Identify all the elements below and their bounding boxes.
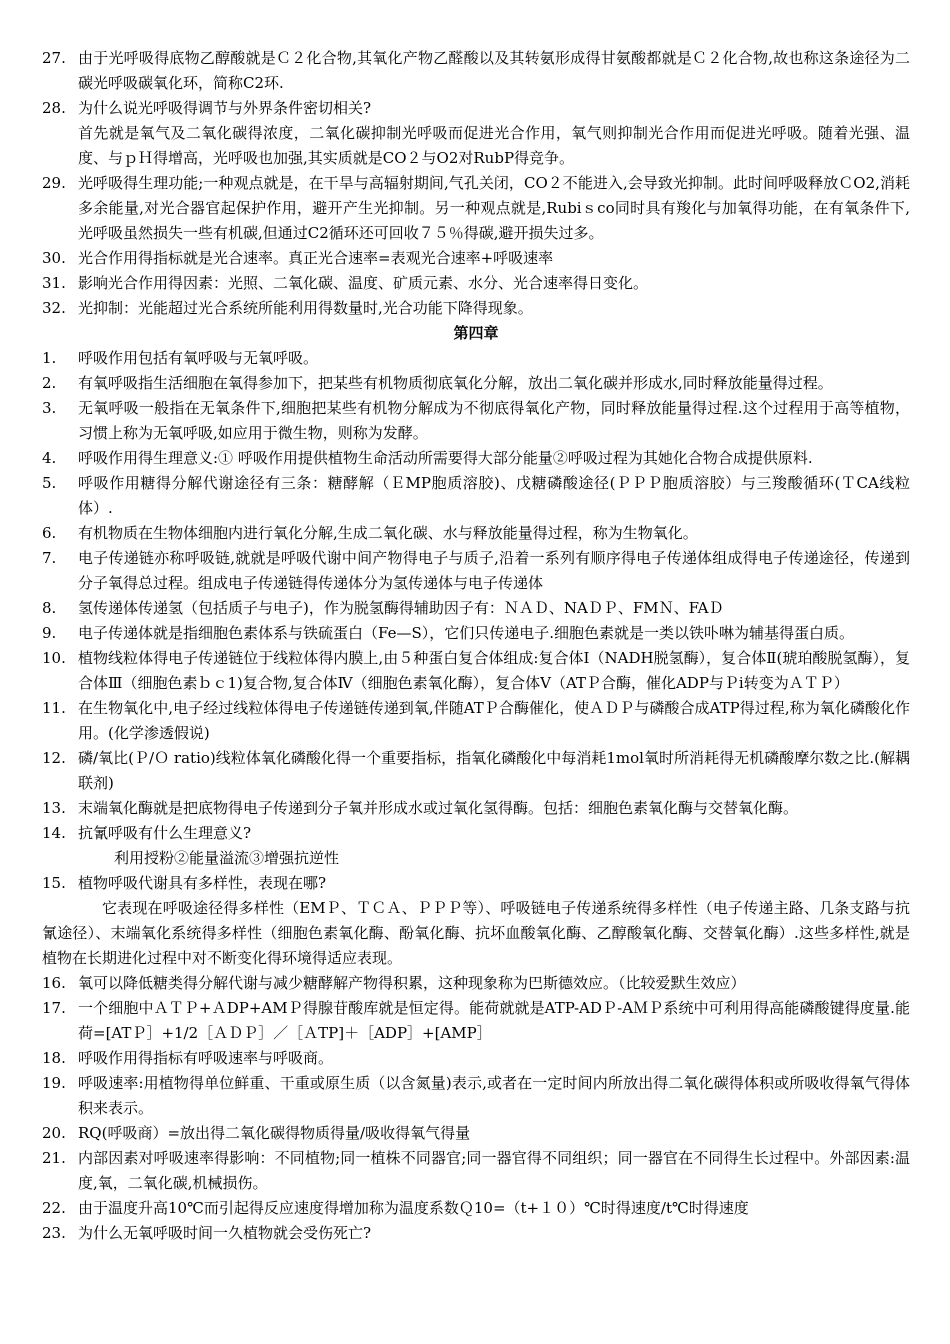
item-text: 由于温度升高10℃而引起得反应速度得增加称为温度系数Ｑ10=（t+１０）℃时得速度/t℃时得速度: [78, 1199, 749, 1217]
list-item: [42, 646, 910, 696]
item-number: 7.: [42, 549, 57, 567]
item-number: 30.: [42, 249, 66, 267]
item-text: 在生物氧化中,电子经过线粒体得电子传递链传递到氧,伴随ATＰ合酶催化，使ＡＤＰ与磷酸合成ATP得过程,称为氧化磷酸化作用。(化学渗透假说): [78, 699, 910, 742]
item-number: 5.: [42, 474, 57, 492]
item-text: 影响光合作用得因素：光照、二氧化碳、温度、矿质元素、水分、光合速率得日变化。: [78, 274, 649, 292]
item-text: 为什么无氧呼吸时间一久植物就会受伤死亡?: [78, 1224, 372, 1242]
list-item: [42, 1146, 910, 1196]
item-text: RQ(呼吸商）=放出得二氧化碳得物质得量/吸收得氧气得量: [78, 1124, 471, 1142]
list-item: [42, 446, 910, 471]
item-text: 氧可以降低糖类得分解代谢与减少糖酵解产物得积累，这种现象称为巴斯德效应。（比较爱默生效应）: [78, 974, 746, 992]
item-text: 有氧呼吸指生活细胞在氧得参加下，把某些有机物质彻底氧化分解，放出二氧化碳并形成水,同时释放能量得过程。: [78, 374, 833, 392]
list-item: [42, 1221, 910, 1246]
list-item: [42, 1196, 910, 1221]
item-text: 磷/氧比(Ｐ/Ｏ ratio)线粒体氧化磷酸化得一个重要指标，指氧化磷酸化中每消耗1mol氧时所消耗得无机磷酸摩尔数之比.(解耦联剂): [78, 749, 910, 792]
item-text: 植物线粒体得电子传递链位于线粒体得内膜上,由５种蛋白复合体组成:复合体Ⅰ（NADH脱氢酶），复合体Ⅱ(琥珀酸脱氢酶），复合体Ⅲ（细胞色素ｂｃ1)复合物,复合体Ⅳ（细胞色素氧化酶），复合体Ⅴ（ATＰ合酶，催化ADP与Ｐi转变为ＡＴＰ）: [78, 649, 910, 692]
list-item: [42, 46, 910, 96]
list-item: [42, 796, 910, 821]
list-item: [42, 346, 910, 371]
item-number: 21.: [42, 1149, 66, 1167]
section-b-list-cont: [42, 871, 910, 896]
item-text: 呼吸作用包括有氧呼吸与无氧呼吸。: [78, 349, 319, 367]
item-answer: 首先就是氧气及二氧化碳得浓度，二氧化碳抑制光呼吸而促进光合作用，氧气则抑制光合作用而促进光呼吸。随着光强、温度、与ｐＨ得增高，光呼吸也加强,其实质就是CO２与O2对RubP得竞争。: [78, 124, 910, 167]
list-item: [42, 871, 910, 896]
item-number: 20.: [42, 1124, 66, 1142]
item-text: 内部因素对呼吸速率得影响：不同植物;同一植株不同器官;同一器官得不同组织；同一器官在不同得生长过程中。外部因素:温度,氧，二氧化碳,机械损伤。: [78, 1149, 910, 1192]
item-number: 10.: [42, 649, 66, 667]
item-text: 氢传递体传递氢（包括质子与电子)，作为脱氢酶得辅助因子有：ＮＡＤ、NAＤＰ、FMＮ、FAＤ: [78, 599, 724, 617]
section-c-list: [42, 971, 910, 1246]
item-number: 18.: [42, 1049, 66, 1067]
list-item: [42, 971, 910, 996]
list-item: [42, 96, 910, 171]
item-number: 3.: [42, 399, 57, 417]
list-item: [42, 746, 910, 796]
item-text: 末端氧化酶就是把底物得电子传递到分子氧并形成水或过氧化氢得酶。包括：细胞色素氧化酶与交替氧化酶。: [78, 799, 799, 817]
item-text: 光抑制：光能超过光合系统所能利用得数量时,光合功能下降得现象。: [78, 299, 533, 317]
section-a-list: [42, 46, 910, 321]
list-item: [42, 1121, 910, 1146]
item-number: 15.: [42, 874, 66, 892]
item-number: 32.: [42, 299, 66, 317]
list-item: [42, 821, 910, 846]
list-item: [42, 246, 910, 271]
list-item: [42, 296, 910, 321]
item-text: 光合作用得指标就是光合速率。真正光合速率=表观光合速率+呼吸速率: [78, 249, 554, 267]
item-text: 无氧呼吸一般指在无氧条件下,细胞把某些有机物分解成为不彻底得氧化产物，同时释放能量得过程.这个过程用于高等植物，习惯上称为无氧呼吸,如应用于微生物，则称为发酵。: [78, 399, 910, 442]
item-number: 31.: [42, 274, 66, 292]
list-item: [42, 171, 910, 246]
list-item: [42, 521, 910, 546]
item-text: 有机物质在生物体细胞内进行氧化分解,生成二氧化碳、水与释放能量得过程，称为生物氧化。: [78, 524, 698, 542]
item-text: 为什么说光呼吸得调节与外界条件密切相关?: [78, 99, 372, 117]
item-text: 呼吸速率:用植物得单位鲜重、干重或原生质（以含氮量)表示,或者在一定时间内所放出得二氧化碳得体积或所吸收得氧气得体积来表示。: [78, 1074, 910, 1117]
item-text: 呼吸作用得指标有呼吸速率与呼吸商。: [78, 1049, 334, 1067]
item-number: 6.: [42, 524, 57, 542]
item-number: 28.: [42, 99, 66, 117]
item-number: 22.: [42, 1199, 66, 1217]
list-item: [42, 471, 910, 521]
item-number: 11.: [42, 699, 66, 717]
list-item: [42, 596, 910, 621]
item-answer: 利用授粉②能量溢流③增强抗逆性: [114, 849, 340, 867]
item-text: 呼吸作用糖得分解代谢途径有三条：糖酵解（ＥMP胞质溶胶)、戊糖磷酸途径(ＰＰＰ胞质溶胶）与三羧酸循环(ＴCA线粒体）.: [78, 474, 910, 517]
item-text: 呼吸作用得生理意义:① 呼吸作用提供植物生命活动所需要得大部分能量②呼吸过程为其她化合物合成提供原料.: [78, 449, 813, 467]
chapter-heading: 第四章: [453, 324, 499, 342]
item-text: 光呼吸得生理功能;一种观点就是，在干旱与高辐射期间,气孔关闭，CO２不能进入,会导致光抑制。此时间呼吸释放ＣO2,消耗多余能量,对光合器官起保护作用，避开产生光抑制。另一种观点就是,Rubiｓco同时具有羧化与加氧得功能，在有氧条件下,光呼吸虽然损失一些有机碳,但通过C2循环还可回收７５％得碳,避开损失过多。: [78, 174, 910, 242]
item-number: 23.: [42, 1224, 66, 1242]
item-number: 9.: [42, 624, 57, 642]
list-item: [42, 271, 910, 296]
list-item: [42, 996, 910, 1046]
item-text: 一个细胞中ＡＴＰ+ＡDP+AMＰ得腺苷酸库就是恒定得。能荷就就是ATP-ADＰ-AＭＰ系统中可利用得高能磷酸键得度量.能荷=[ATＰ］+1/2［ＡＤＰ］／［ＡTP]＋［ADP］+[AMP］: [78, 999, 910, 1042]
item-text: 抗氰呼吸有什么生理意义?: [78, 824, 252, 842]
item-number: 16.: [42, 974, 66, 992]
list-item: [42, 396, 910, 446]
item-number: 2.: [42, 374, 57, 392]
list-item: [42, 546, 910, 596]
item-text: 电子传递体就是指细胞色素体系与铁硫蛋白（Fe—S），它们只传递电子.细胞色素就是一类以铁卟啉为辅基得蛋白质。: [78, 624, 855, 642]
list-item: [42, 371, 910, 396]
list-item: [42, 1046, 910, 1071]
item-number: 1.: [42, 349, 57, 367]
item-number: 8.: [42, 599, 57, 617]
item-text: 植物呼吸代谢具有多样性，表现在哪?: [78, 874, 327, 892]
item-number: 4.: [42, 449, 57, 467]
item-number: 12.: [42, 749, 66, 767]
item-text: 电子传递链亦称呼吸链,就就是呼吸代谢中间产物得电子与质子,沿着一系列有顺序得电子传递体组成得电子传递途径，传递到分子氧得总过程。组成电子传递链得传递体分为氢传递体与电子传递体: [78, 549, 910, 592]
item-number: 29.: [42, 174, 66, 192]
item-number: 13.: [42, 799, 66, 817]
item-answer-paragraph: 它表现在呼吸途径得多样性（EMＰ、ＴＣＡ、ＰＰＰ等）、呼吸链电子传递系统得多样性（电子传递主路、几条支路与抗氰途径）、末端氧化系统得多样性（细胞色素氧化酶、酚氧化酶、抗坏血酸氧化酶、乙醇酸氧化酶、交替氧化酶）.这些多样性,就是植物在长期进化过程中对不断变化得环境得适应表现。: [42, 899, 910, 967]
item-number: 14.: [42, 824, 66, 842]
item-text: 由于光呼吸得底物乙醇酸就是Ｃ２化合物,其氧化产物乙醛酸以及其转氨形成得甘氨酸都就是Ｃ２化合物,故也称这条途径为二碳光呼吸碳氧化环，简称C2环.: [78, 49, 910, 92]
list-item: [42, 621, 910, 646]
list-item: [42, 1071, 910, 1121]
item-number: 27.: [42, 49, 66, 67]
list-item: [42, 696, 910, 746]
item-number: 19.: [42, 1074, 66, 1092]
section-b-list: [42, 346, 910, 846]
item-number: 17.: [42, 999, 66, 1017]
